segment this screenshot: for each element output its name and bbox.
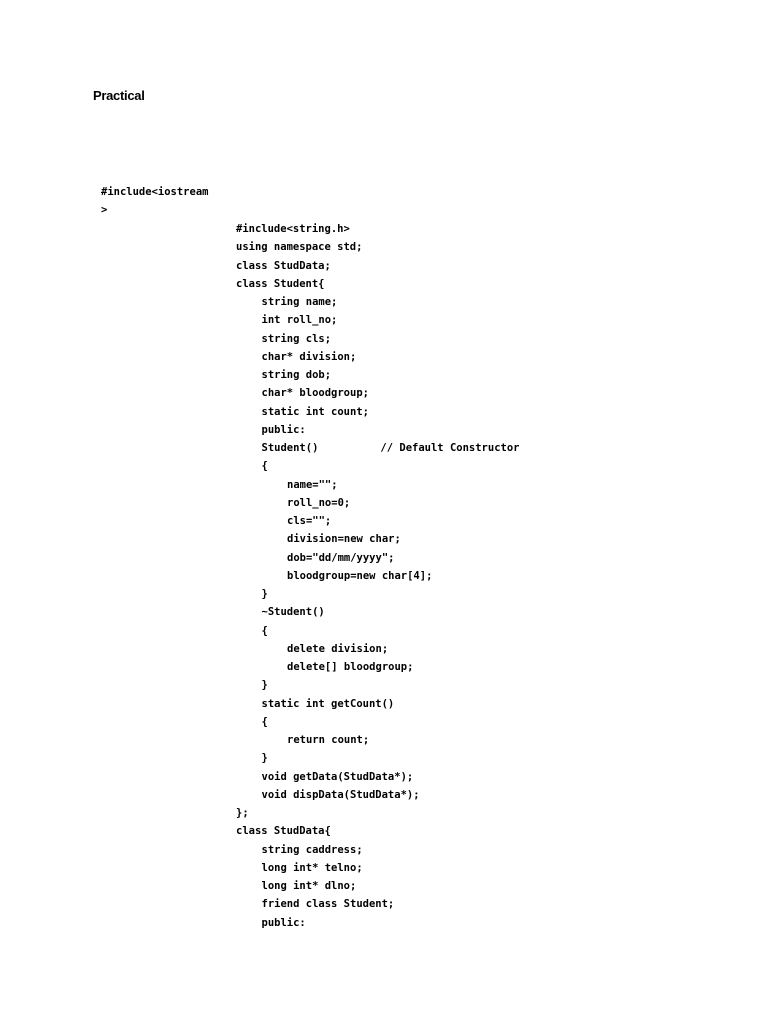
code-line <box>262 386 369 400</box>
code-text: cls=""; <box>287 515 332 527</box>
code-line <box>287 733 369 747</box>
code-text: delete[] bloodgroup; <box>287 661 414 673</box>
code-text: Student() <box>261 442 319 454</box>
code-text: } <box>261 679 268 692</box>
code-line <box>287 478 338 492</box>
page-title: Practical <box>93 88 145 103</box>
code-line-include-iostream: #include<iostream <box>101 186 209 198</box>
code-line <box>262 350 357 364</box>
code-text: bloodgroup=new char[4]; <box>287 569 433 582</box>
code-line <box>287 642 388 656</box>
code-text: class StudData{ <box>236 825 331 838</box>
code-text: friend class Student; <box>261 898 395 911</box>
code-line <box>262 313 338 327</box>
code-text: roll_no=0; <box>287 496 351 509</box>
code-line <box>262 678 268 692</box>
code-line <box>287 514 331 528</box>
code-line-include-iostream-wrap: > <box>101 204 108 216</box>
code-line <box>236 806 249 820</box>
code-line <box>287 551 394 565</box>
code-text: delete division; <box>287 642 389 655</box>
code-text: public: <box>261 423 306 436</box>
code-comment: // Default Constructor <box>380 442 520 454</box>
code-line <box>262 916 306 930</box>
code-line <box>287 532 401 546</box>
code-line <box>262 368 332 382</box>
code-line <box>236 824 331 838</box>
code-line <box>262 879 357 893</box>
code-line <box>262 843 363 857</box>
code-line <box>236 277 325 291</box>
code-line <box>262 587 268 601</box>
code-line <box>262 788 420 802</box>
code-text: string cls; <box>261 332 332 345</box>
code-text: static int getCount() <box>261 697 395 710</box>
code-text: #include<string.h> <box>236 223 350 235</box>
code-text: char* bloodgroup; <box>261 387 369 400</box>
code-line <box>262 624 268 638</box>
code-line <box>262 751 268 765</box>
code-text: char* division; <box>261 350 357 363</box>
code-line <box>262 715 268 729</box>
code-text: int roll_no; <box>261 314 338 327</box>
code-line <box>262 405 369 419</box>
code-line <box>262 770 414 784</box>
code-line <box>262 332 332 346</box>
code-text: class StudData; <box>236 259 331 272</box>
code-text: { <box>261 624 268 637</box>
code-text: string caddress; <box>261 843 363 856</box>
code-text: return count; <box>287 734 370 746</box>
code-line <box>262 459 268 473</box>
code-line <box>262 605 325 619</box>
code-text: class Student{ <box>236 277 325 290</box>
code-line <box>262 861 363 875</box>
code-text: name=""; <box>287 478 338 491</box>
code-text: { <box>261 460 268 473</box>
code-text: long int* telno; <box>261 861 363 874</box>
code-text: } <box>261 752 268 765</box>
code-line <box>236 240 362 254</box>
code-line <box>262 897 395 911</box>
code-line <box>236 259 331 273</box>
code-line <box>262 295 338 309</box>
code-line <box>262 697 395 711</box>
code-line <box>262 423 306 437</box>
code-text: string name; <box>261 296 338 308</box>
code-text: void dispData(StudData*); <box>261 788 420 801</box>
code-text: division=new char; <box>287 533 401 546</box>
code-text: using namespace std; <box>236 241 363 254</box>
code-line <box>287 569 432 583</box>
code-text: } <box>261 588 268 600</box>
code-text: string dob; <box>261 369 332 381</box>
code-text: ~Student() <box>261 606 325 619</box>
code-text: dob="dd/mm/yyyy"; <box>287 551 395 564</box>
code-text: }; <box>236 807 249 819</box>
code-text: { <box>261 715 268 728</box>
code-line <box>287 496 350 510</box>
code-text: static int count; <box>261 405 369 418</box>
code-text: public: <box>261 916 306 929</box>
code-text: long int* dlno; <box>261 880 357 892</box>
code-line <box>262 441 520 455</box>
code-text: void getData(StudData*); <box>261 770 414 783</box>
code-line <box>287 660 413 674</box>
code-line <box>236 222 350 236</box>
